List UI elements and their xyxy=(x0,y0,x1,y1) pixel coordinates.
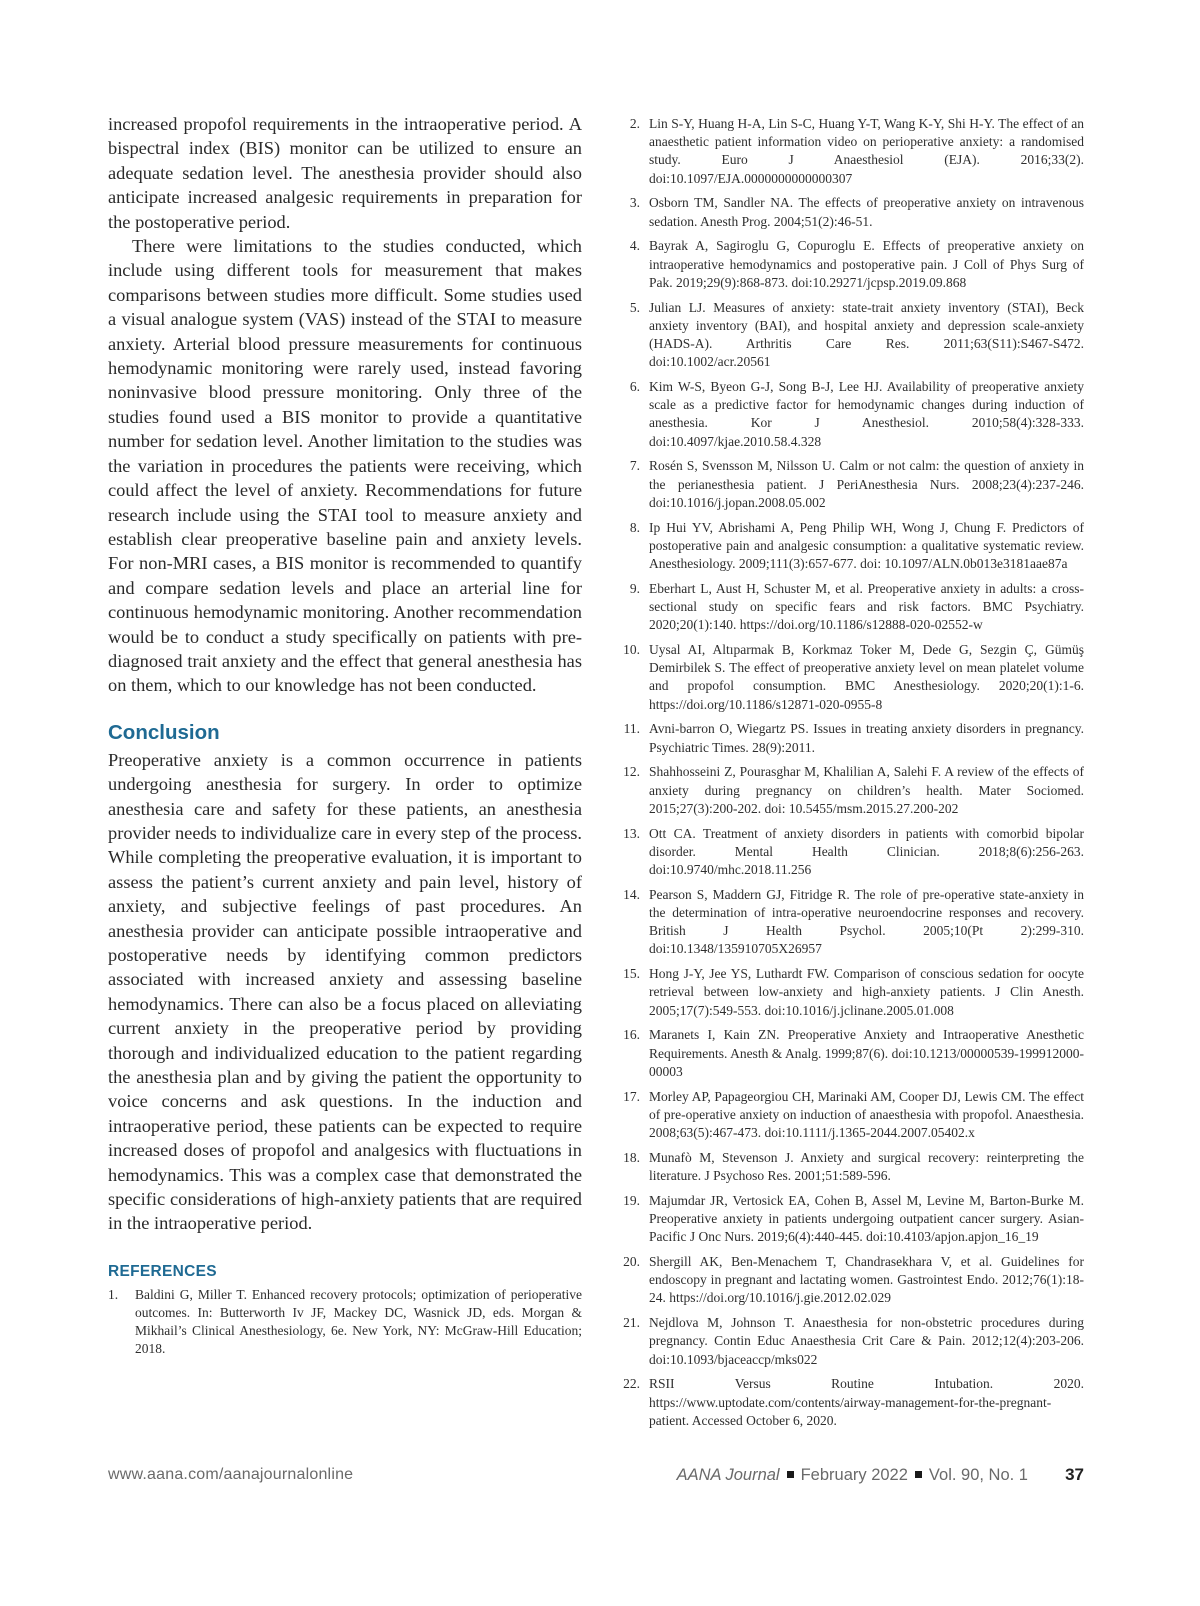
journal-name: AANA Journal xyxy=(676,1466,780,1484)
reference-item xyxy=(620,1253,1084,1308)
left-column xyxy=(108,112,582,1365)
volume-number: Vol. 90, No. 1 xyxy=(928,1466,1028,1484)
reference-text: Shahhosseini Z, Pourasghar M, Khalilian A, Salehi F. A review of the effects of anxiety during pregnancy on children’s health. Mater Sociomed. 2015;27(3):200-202. doi: 10.5455/msm.2015.27.200-202 xyxy=(649,764,1084,816)
reference-text: Julian LJ. Measures of anxiety: state-trait anxiety inventory (STAI), Beck anxiety inventory (BAI), and hospital anxiety and depression scale-anxiety (HADS-A). Arthritis Care Res. 2011;63(S11):S467-S472. doi:10.1002/acr.20561 xyxy=(649,299,1084,370)
reference-item xyxy=(620,194,1084,230)
journal-url[interactable]: www.aana.com/aanajournalonline xyxy=(108,1466,354,1483)
reference-number: 14. xyxy=(623,886,640,902)
reference-item xyxy=(620,825,1084,880)
separator-square-icon xyxy=(915,1471,922,1478)
reference-item xyxy=(620,457,1084,512)
reference-text: Morley AP, Papageorgiou CH, Marinaki AM, Cooper DJ, Lewis CM. The effect of pre-operative anxiety on induction of anaesthesia with propofol. Anaesthesia. 2008;63(5):467-473. doi:10.1111/j.1365-2044.2007.05402.x xyxy=(649,1088,1084,1141)
reference-text: Pearson S, Maddern GJ, Fitridge R. The role of pre-operative state-anxiety in the determination of intra-operative neuroendocrine responses and recovery. British J Health Psychol. 2005;10(Pt 2):299-310. doi:10.1348/135910705X26957 xyxy=(649,886,1084,957)
reference-number: 17. xyxy=(623,1088,640,1104)
reference-item xyxy=(620,580,1084,635)
reference-item xyxy=(620,1149,1084,1185)
reference-number: 13. xyxy=(623,825,640,841)
reference-number: 18. xyxy=(623,1149,640,1165)
body-paragraph: increased propofol requirements in the intraoperative period. A bispectral index (BIS) monitor can be utilized to ensure an adequate sedation level. The anesthesia provider should also anticipate increased analgesic requirements in preparation for the postoperative period. xyxy=(108,114,582,232)
page-number: 37 xyxy=(1065,1465,1084,1484)
reference-text: Maranets I, Kain ZN. Preoperative Anxiety and Intraoperative Anesthetic Requirements. Anesth & Analg. 1999;87(6). doi:10.1213/00000539-199912000-00003 xyxy=(649,1027,1084,1079)
reference-item xyxy=(620,1314,1084,1369)
reference-text: Hong J-Y, Jee YS, Luthardt FW. Comparison of conscious sedation for oocyte retrieval between low-anxiety and high-anxiety patients. J Clin Anesth. 2005;17(7):549-553. doi:10.1016/j.jclinane.2005.01.008 xyxy=(649,966,1084,1018)
limitations-paragraph: There were limitations to the studies conducted, which include using different tools for measurement that makes comparisons between studies more difficult. Some studies used a visual analogue system (VAS) instead of the STAI to measure anxiety. Arterial blood pressure measurements for continuous hemodynamic monitoring were rarely used, instead favoring noninvasive blood pressure monitoring. Only three of the studies found used a BIS monitor to provide a quantitative number for sedation level. Another limitation to the studies was the variation in procedures the patients were receiving, which could affect the level of anxiety. Recommendations for future research include using the STAI tool to measure anxiety and establish clear preoperative baseline pain and anxiety levels. For non-MRI cases, a BIS monitor is recommended to quantify and compare sedation levels and place an arterial line for continuous hemodynamic monitoring. Another recommendation would be to conduct a study specifically on patients with pre-diagnosed trait anxiety and the effect that general anesthesia has on them, which to our knowledge has not been conducted. xyxy=(108,236,582,696)
reference-item xyxy=(620,965,1084,1020)
reference-number: 8. xyxy=(629,519,640,535)
reference-item xyxy=(620,378,1084,451)
reference-item xyxy=(620,763,1084,818)
reference-item xyxy=(108,1286,582,1359)
reference-text: Avni-barron O, Wiegartz PS. Issues in treating anxiety disorders in pregnancy. Psychiatric Times. 28(9):2011. xyxy=(649,721,1084,755)
reference-item xyxy=(620,1192,1084,1247)
reference-item xyxy=(620,1088,1084,1143)
reference-number: 6. xyxy=(629,379,640,395)
reference-number: 9. xyxy=(629,580,640,596)
reference-text: Rosén S, Svensson M, Nilsson U. Calm or not calm: the question of anxiety in the perianesthesia patient. J PeriAnesthesia Nurs. 2008;23(4):237-246. doi:10.1016/j.jopan.2008.05.002 xyxy=(649,458,1084,510)
reference-item xyxy=(620,519,1084,574)
reference-text: Munafò M, Stevenson J. Anxiety and surgical recovery: reinterpreting the literature. J Psychoso Res. 2001;51:589-596. xyxy=(649,1149,1084,1184)
conclusion-heading: Conclusion xyxy=(108,720,220,744)
reference-text: Lin S-Y, Huang H-A, Lin S-C, Huang Y-T, Wang K-Y, Shi H-Y. The effect of an anaesthetic patient information video on perioperative anxiety: a randomised study. Euro J Anaesthesiol (EJA). 2016;33(2). doi:10.1097/EJA.0000000000000307 xyxy=(649,116,1084,186)
right-column xyxy=(620,115,1084,1437)
reference-number: 2. xyxy=(629,116,640,131)
reference-text: Eberhart L, Aust H, Schuster M, et al. Preoperative anxiety in adults: a cross-sectional study on specific fears and risk factors. BMC Psychiatry. 2020;20(1):140. https://doi.org/10.1186/s12888-020-02552-w xyxy=(649,580,1084,633)
reference-item xyxy=(620,641,1084,714)
reference-item xyxy=(620,115,1084,188)
reference-number: 15. xyxy=(623,966,640,982)
references-heading: REFERENCES xyxy=(108,1262,217,1280)
reference-item xyxy=(620,1026,1084,1081)
reference-item xyxy=(620,237,1084,292)
reference-number: 4. xyxy=(629,238,640,254)
reference-number: 21. xyxy=(623,1315,640,1331)
reference-item xyxy=(620,299,1084,372)
reference-number: 5. xyxy=(629,299,640,315)
reference-text: Osborn TM, Sandler NA. The effects of preoperative anxiety on intravenous sedation. Anesth Prog. 2004;51(2):46-51. xyxy=(649,195,1084,229)
page-footer xyxy=(108,1466,1084,1488)
reference-text: Ott CA. Treatment of anxiety disorders in patients with comorbid bipolar disorder. Mental Health Clinician. 2018;8(6):256-263. doi:10.9740/mhc.2018.11.256 xyxy=(649,825,1084,878)
reference-text: Uysal AI, Altıparmak B, Korkmaz Toker M, Dede G, Sezgin Ç, Gümüş Demirbilek S. The effect of preoperative anxiety level on mean platelet volume and propofol consumption. BMC Anesthesiology. 2020;20(1):1-6. https://doi.org/10.1186/s12871-020-0955-8 xyxy=(649,642,1084,712)
separator-square-icon xyxy=(787,1471,794,1478)
reference-text: RSII Versus Routine Intubation. 2020. https://www.uptodate.com/contents/airway-management-for-the-pregnant-patient. Accessed October 6, 2020. xyxy=(649,1376,1084,1428)
reference-text: Bayrak A, Sagiroglu G, Copuroglu E. Effects of preoperative anxiety on intraoperative hemodynamics and postoperative pain. J Coll of Phys Surg of Pak. 2019;29(9):868-873. doi:10.29271/jcpsp.2019.09.868 xyxy=(649,238,1084,290)
conclusion-paragraph: Preoperative anxiety is a common occurrence in patients undergoing anesthesia for surgery. In order to optimize anesthesia care and safety for these patients, an anesthesia provider needs to individualize care in every step of the process. While completing the preoperative evaluation, it is important to assess the patient’s current anxiety and pain level, history of anxiety, and subjective feelings of past procedures. An anesthesia provider can anticipate possible intraoperative and postoperative needs by identifying common predictors associated with increased anxiety and assessing baseline hemodynamics. There can also be a focus placed on alleviating current anxiety in the preoperative period by providing thorough and individualized education to the patient regarding the anesthesia plan and by giving the patient the opportunity to voice concerns and ask questions. In the induction and intraoperative period, these patients can be expected to require increased doses of propofol and analgesics with fluctuations in hemodynamics. This was a complex case that demonstrated the specific considerations of high-anxiety patients that are required in the intraoperative period. xyxy=(108,749,582,1234)
reference-number: 16. xyxy=(623,1027,640,1043)
issue-date: February 2022 xyxy=(800,1466,908,1484)
reference-text: Kim W-S, Byeon G-J, Song B-J, Lee HJ. Availability of preoperative anxiety scale as a predictive factor for hemodynamic changes during induction of anesthesia. Kor J Anesthesiol. 2010;58(4):328-333. doi:10.4097/kjae.2010.58.4.328 xyxy=(649,379,1084,449)
reference-number: 20. xyxy=(623,1254,640,1270)
reference-number: 3. xyxy=(629,195,640,211)
reference-number: 22. xyxy=(623,1376,640,1392)
reference-text: Baldini G, Miller T. Enhanced recovery protocols; optimization of perioperative outcomes. In: Butterworth Iv JF, Mackey DC, Wasnick JD, eds. Morgan & Mikhail’s Clinical Anesthesiology, 6e. New York, NY: McGraw-Hill Education; 2018. xyxy=(135,1286,582,1357)
reference-number: 19. xyxy=(623,1192,640,1208)
reference-number: 10. xyxy=(623,642,640,658)
reference-number: 7. xyxy=(629,458,640,474)
reference-number: 12. xyxy=(623,764,640,780)
reference-text: Shergill AK, Ben-Menachem T, Chandrasekhara V, et al. Guidelines for endoscopy in pregnant and lactating women. Gastrointest Endo. 2012;76(1):18-24. https://doi.org/10.1016/j.gie.2012.02.029 xyxy=(649,1254,1084,1306)
reference-number: 11. xyxy=(623,721,640,737)
journal-citation xyxy=(677,1466,1028,1485)
reference-item xyxy=(620,886,1084,959)
reference-text: Majumdar JR, Vertosick EA, Cohen B, Assel M, Levine M, Barton-Burke M. Preoperative anxiety in patients undergoing outpatient cancer surgery. Asian- Pacific J Onc Nurs. 2019;6(4):440-445. doi:10.4103/apjon.apjon_16_19 xyxy=(649,1192,1084,1245)
reference-item xyxy=(620,720,1084,756)
reference-text: Nejdlova M, Johnson T. Anaesthesia for non-obstetric procedures during pregnancy. Contin Educ Anaesthesia Crit Care & Pain. 2012;12(4):203-206. doi:10.1093/bjaceaccp/mks022 xyxy=(649,1315,1084,1367)
reference-text: Ip Hui YV, Abrishami A, Peng Philip WH, Wong J, Chung F. Predictors of postoperative pain and analgesic consumption: a qualitative systematic review. Anesthesiology. 2009;111(3):657-677. doi: 10.1097/ALN.0b013e3181aae87a xyxy=(649,519,1084,572)
reference-item xyxy=(620,1375,1084,1430)
reference-number: 1. xyxy=(108,1286,119,1302)
